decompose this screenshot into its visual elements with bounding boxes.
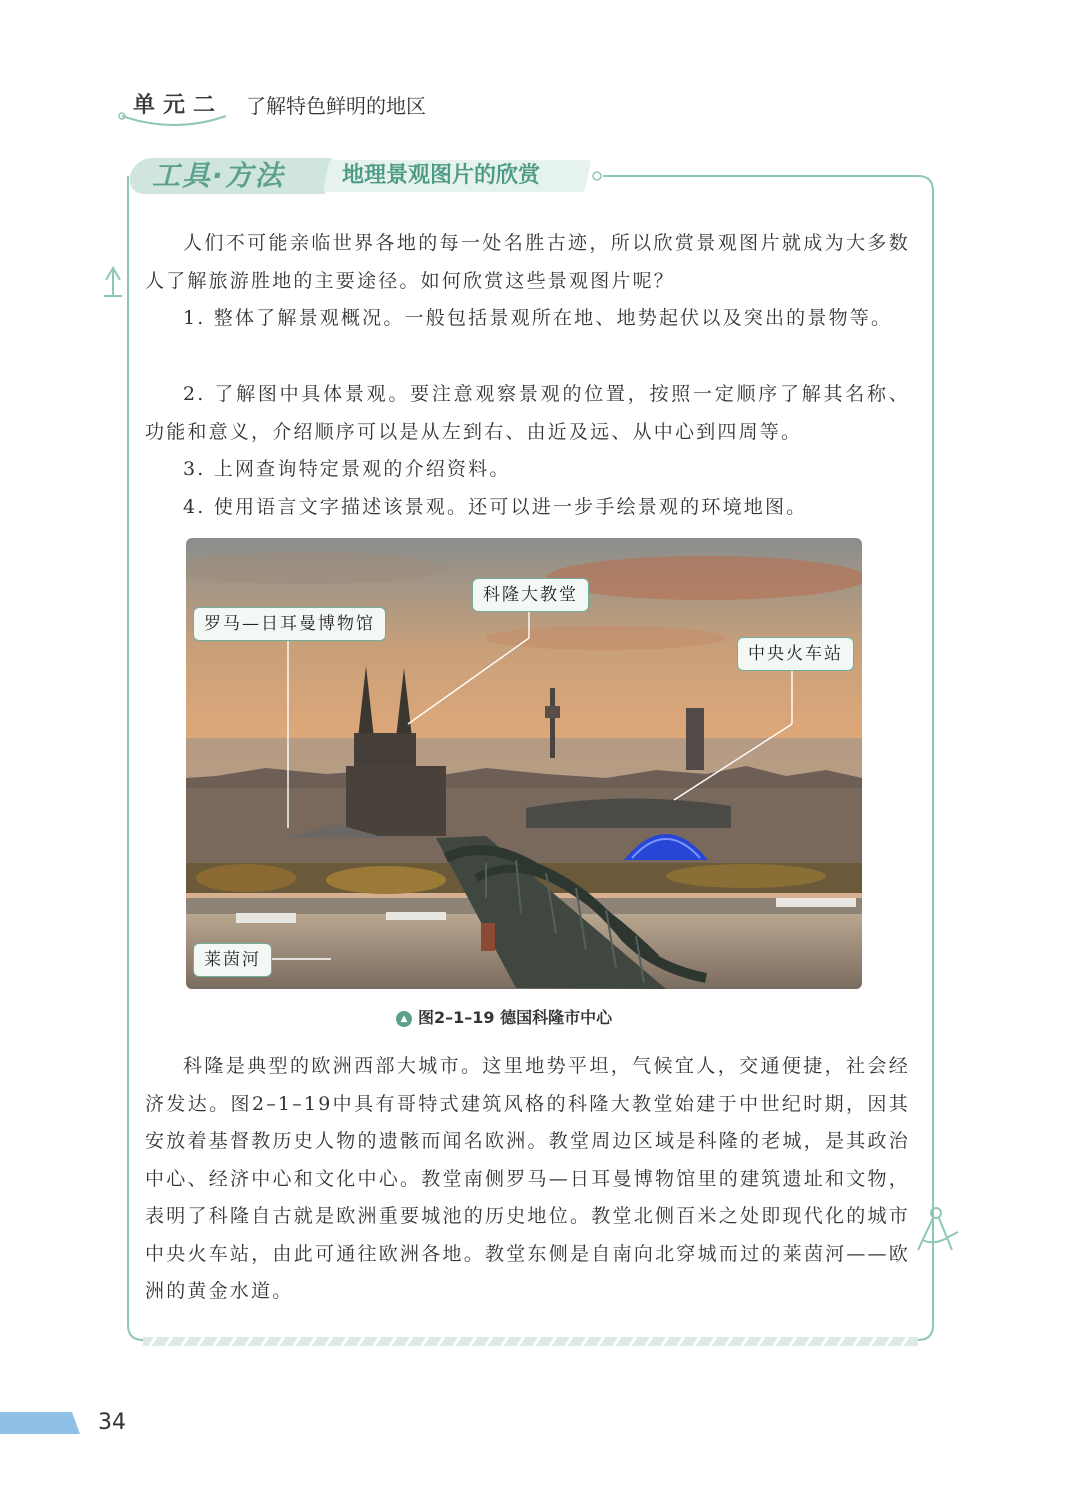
caption-triangle-icon: ▲ [396, 1011, 412, 1027]
page-tab-decoration [0, 1412, 80, 1434]
unit-number: 单元二 [133, 93, 224, 118]
label-rhine-river: 莱茵河 [193, 943, 272, 977]
box-title: 地理景观图片的欣赏 [342, 163, 541, 188]
paragraph-step-2: 2. 了解图中具体景观。要注意观察景观的位置，按照一定顺序了解其名称、功能和意义，介绍顺序可以是从左到右、由近及远、从中心到四周等。 [145, 383, 910, 443]
figure-caption-text: 图2–1–19 德国科隆市中心 [418, 1008, 613, 1027]
cologne-city-photo [186, 538, 862, 989]
paragraph-step-4: 4. 使用语言文字描述该景观。还可以进一步手绘景观的环境地图。 [183, 496, 808, 518]
method-badge-label: 工具·方法 [152, 159, 285, 192]
paragraph-intro: 人们不可能亲临世界各地的每一处名胜古迹，所以欣赏景观图片就成为大多数人了解旅游胜地的主要途径。如何欣赏这些景观图片呢？ [145, 232, 910, 292]
paragraph-cologne-description: 科隆是典型的欧洲西部大城市。这里地势平坦，气候宜人，交通便捷，社会经济发达。图2–1–19中具有哥特式建筑风格的科隆大教堂始建于中世纪时期，因其安放着基督教历史人物的遗骸而闻名欧洲。教堂周边区域是科隆的老城，是其政治中心、经济中心和文化中心。教堂南侧罗马—日耳曼博物馆里的建筑遗址和文物，表明了科隆自古就是欧洲重要城池的历史地位。教堂北侧百米之处即现代化的城市中央火车站，由此可通往欧洲各地。教堂东侧是自南向北穿城而过的莱茵河——欧洲的黄金水道。 [145, 1055, 910, 1302]
paragraph-step-1: 1. 整体了解景观概况。一般包括景观所在地、地势起伏以及突出的景物等。 [183, 307, 893, 329]
label-roman-germanic-museum: 罗马—日耳曼博物馆 [193, 607, 386, 641]
label-central-station: 中央火车站 [737, 637, 854, 671]
paragraph-step-3: 3. 上网查询特定景观的介绍资料。 [183, 458, 511, 480]
figure-caption [396, 1005, 612, 1028]
unit-title: 了解特色鲜明的地区 [246, 94, 426, 118]
label-cologne-cathedral: 科隆大教堂 [472, 578, 589, 612]
page-number: 34 [98, 1410, 126, 1435]
